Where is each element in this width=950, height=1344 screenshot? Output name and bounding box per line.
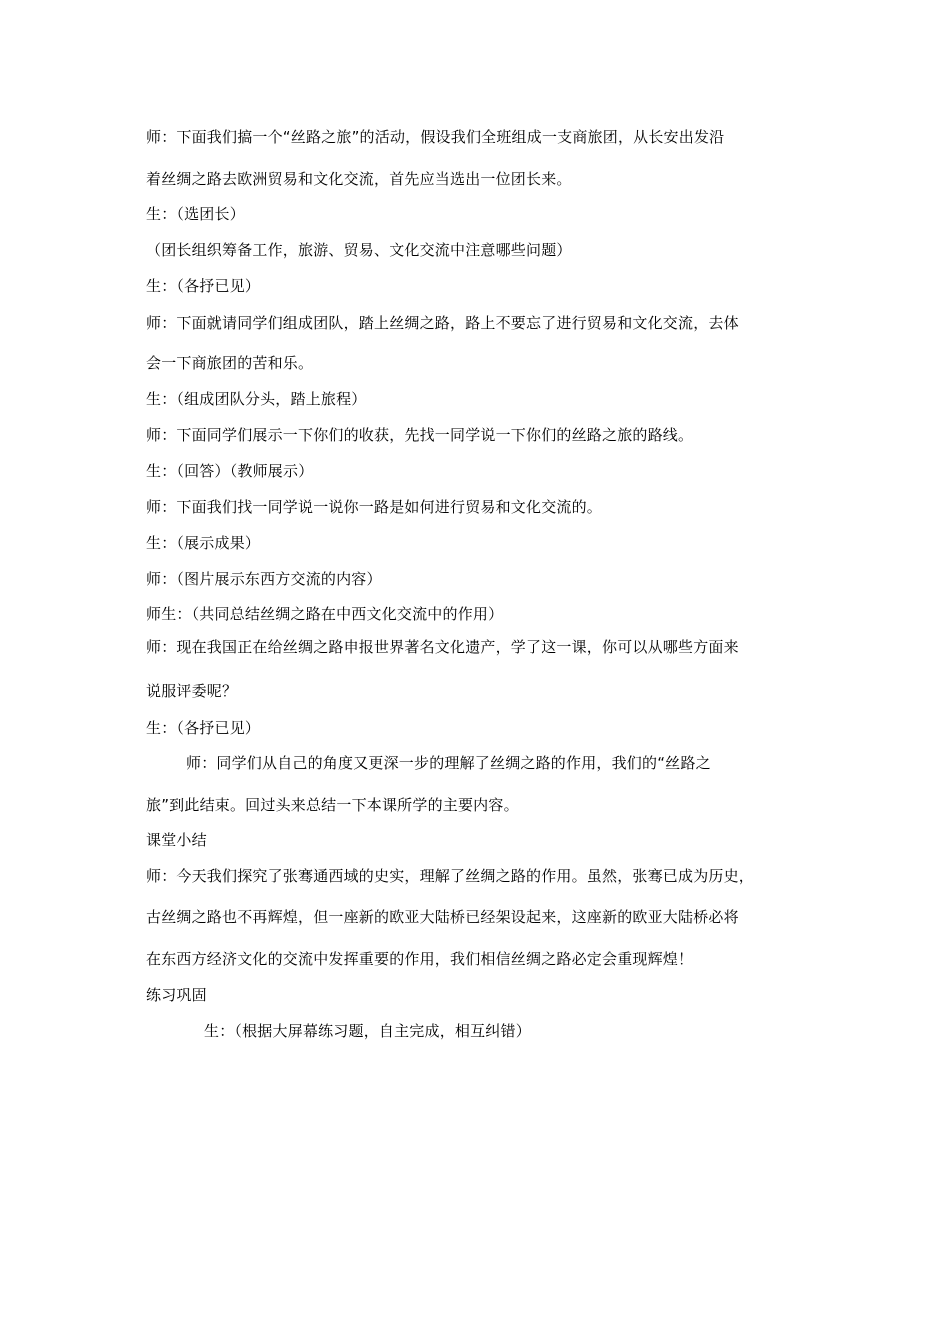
text-line-23: 在东西方经济文化的交流中发挥重要的作用，我们相信丝绸之路必定会重现辉煌！ bbox=[146, 950, 694, 968]
text-line-6: 师：下面就请同学们组成团队，踏上丝绸之路，路上不要忘了进行贸易和文化交流，去体 bbox=[146, 314, 739, 332]
section-heading-summary: 课堂小结 bbox=[146, 831, 207, 849]
text-line-2: 着丝绸之路去欧洲贸易和文化交流，首先应当选出一位团长来。 bbox=[146, 170, 572, 188]
text-line-10: 生：（回答）（教师展示） bbox=[146, 462, 314, 480]
text-line-8: 生：（组成团队分头，踏上旅程） bbox=[146, 390, 367, 408]
text-line-16: 说服评委呢？ bbox=[146, 682, 238, 700]
text-line-12: 生：（展示成果） bbox=[146, 534, 261, 552]
text-line-9: 师：下面同学们展示一下你们的收获，先找一同学说一下你们的丝路之旅的路线。 bbox=[146, 426, 694, 444]
section-heading-exercise: 练习巩固 bbox=[146, 986, 207, 1004]
text-line-19: 旅”到此结束。回过头来总结一下本课所学的主要内容。 bbox=[146, 796, 519, 814]
text-line-13: 师：（图片展示东西方交流的内容） bbox=[146, 570, 382, 588]
text-line-17: 生：（各抒已见） bbox=[146, 719, 261, 737]
text-line-21: 师：今天我们探究了张骞通西域的史实，理解了丝绸之路的作用。虽然，张骞已成为历史， bbox=[146, 867, 755, 885]
text-line-14: 师生：（共同总结丝绸之路在中西文化交流中的作用） bbox=[146, 605, 504, 623]
text-line-7: 会一下商旅团的苦和乐。 bbox=[146, 354, 314, 372]
text-line-25: 生：（根据大屏幕练习题，自主完成，相互纠错） bbox=[204, 1022, 531, 1040]
text-line-1: 师：下面我们搞一个“丝路之旅”的活动，假设我们全班组成一支商旅团，从长安出发沿 bbox=[146, 128, 725, 146]
text-line-15: 师：现在我国正在给丝绸之路申报世界著名文化遗产，学了这一课，你可以从哪些方面来 bbox=[146, 638, 739, 656]
text-line-3: 生：（选团长） bbox=[146, 205, 245, 223]
text-line-11: 师：下面我们找一同学说一说你一路是如何进行贸易和文化交流的。 bbox=[146, 498, 603, 516]
text-line-4: （团长组织筹备工作，旅游、贸易、文化交流中注意哪些问题） bbox=[146, 241, 572, 259]
text-line-5: 生：（各抒已见） bbox=[146, 277, 261, 295]
text-line-18: 师：同学们从自己的角度又更深一步的理解了丝绸之路的作用，我们的“丝路之 bbox=[186, 754, 711, 772]
text-line-22: 古丝绸之路也不再辉煌，但一座新的欧亚大陆桥已经架设起来，这座新的欧亚大陆桥必将 bbox=[146, 908, 739, 926]
